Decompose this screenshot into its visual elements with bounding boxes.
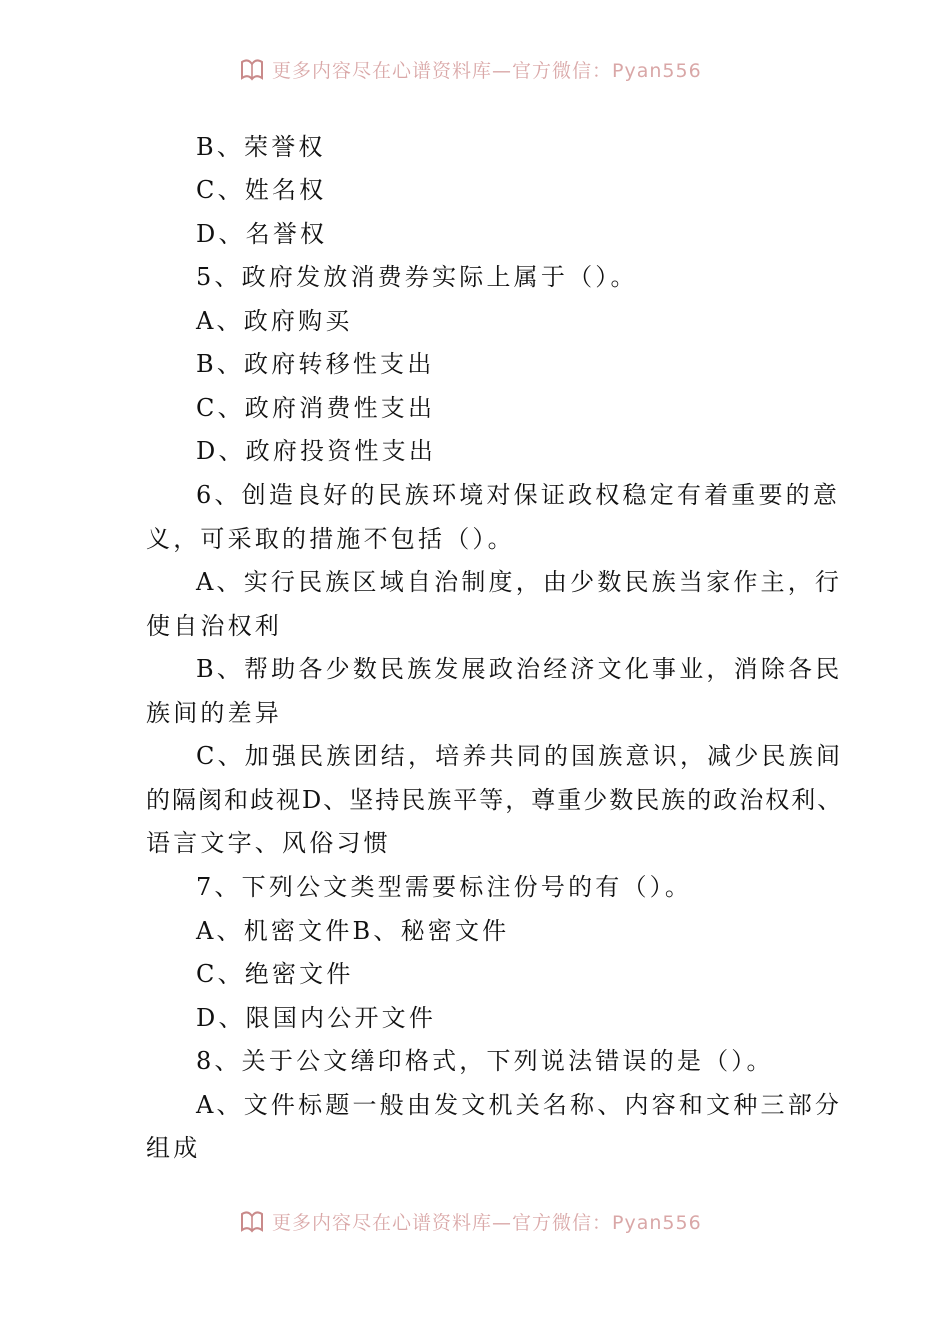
book-logo-icon: [238, 1208, 266, 1234]
option-line-continued: 语言文字、风俗习惯: [146, 829, 391, 857]
watermark-text: 更多内容尽在心谱资料库—官方微信：Pyan556: [272, 59, 702, 82]
option-line: A、政府购买: [196, 307, 353, 335]
option-line: C、姓名权: [196, 176, 327, 204]
option-line: A、文件标题一般由发文机关名称、内容和文种三部分: [196, 1091, 843, 1119]
option-line: B、荣誉权: [196, 133, 326, 161]
option-line: D、政府投资性支出: [196, 437, 437, 465]
option-line-continued: 使自治权利: [146, 612, 282, 640]
watermark-text: 更多内容尽在心谱资料库—官方微信：Pyan556: [272, 1211, 702, 1234]
option-line: A、机密文件B、秘密文件: [196, 917, 510, 945]
option-line: C、绝密文件: [196, 960, 354, 988]
question-line: 6、创造良好的民族环境对保证政权稳定有着重要的意: [196, 481, 841, 509]
question-line-continued: 义，可采取的措施不包括（）。: [146, 525, 515, 553]
question-line: 5、政府发放消费券实际上属于（）。: [196, 263, 638, 291]
book-logo-icon: [238, 56, 266, 82]
option-line-continued: 的隔阂和歧视D、坚持民族平等，尊重少数民族的政治权利、: [146, 786, 844, 814]
question-line: 8、关于公文缮印格式，下列说法错误的是（）。: [196, 1047, 774, 1075]
option-line: B、政府转移性支出: [196, 350, 435, 378]
option-line: D、名誉权: [196, 220, 328, 248]
option-line-continued: 族间的差异: [146, 699, 282, 727]
option-line-continued: 组成: [146, 1134, 201, 1162]
option-line: B、帮助各少数民族发展政治经济文化事业，消除各民: [196, 655, 843, 683]
option-line: D、限国内公开文件: [196, 1004, 437, 1032]
option-line: C、政府消费性支出: [196, 394, 436, 422]
option-line: A、实行民族区域自治制度，由少数民族当家作主，行: [196, 568, 843, 596]
header-watermark: [238, 52, 718, 86]
footer-watermark: [238, 1204, 718, 1238]
question-line: 7、下列公文类型需要标注份号的有（）。: [196, 873, 693, 901]
option-line: C、加强民族团结，培养共同的国族意识，减少民族间: [196, 742, 844, 770]
